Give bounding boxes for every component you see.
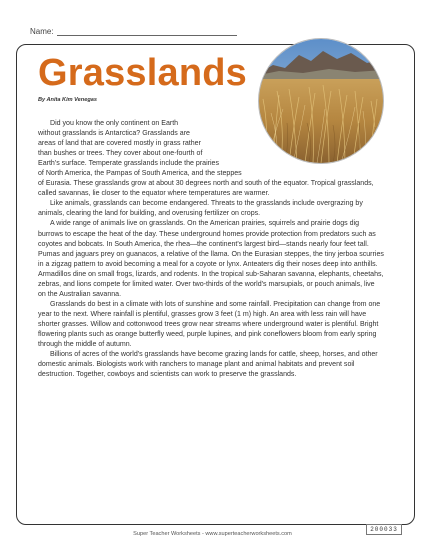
paragraph: Billions of acres of the world's grasslands have become grazing lands for cattle, sheep, horses, and other domestic animals. Biologists work with ranchers to manage plant and animal habitats and prevent soil destruction. Together, cowboys and scientists can work to preserve the grasslands. [38, 351, 378, 379]
paragraph: A wide range of animals live on grasslands. On the American prairies, squirrels and prairie dogs dig burrows to escape the heat of the day. These underground homes provide protection from predators such as coyotes and bobcats. In South America, the rhea—the continent's largest bird—stands nearly four feet tall. Pumas and jaguars prey on guanacos, a relative of the llama. On the Eurasian steppes, the tiny jerboa scurries in a zigzag pattern to avoid becoming a meal for a coyote or lynx. Anteaters dig their noses deep into anthills. Armadillos dine on small frogs, lizards, and rodents. In the tropical sub-Saharan savanna, elephants, cheetahs, zebras, and lions compete for limited water. Over two-thirds of the world's marsupials, or pouch animals, live on the Australian savanna. [38, 220, 384, 298]
paragraph: of Eurasia. These grasslands grow at about 30 degrees north and south of the equator. Tropical grasslands, called savannas, lie closer to the equator where temperatures are warmer. [38, 180, 374, 198]
footer-text: Super Teacher Worksheets - www.superteacherworksheets.com [133, 531, 292, 537]
intro-line: of North America, the Pampas of South America, and the steppes [38, 170, 242, 178]
byline: By Anita Kim Venegas [38, 97, 97, 103]
article-body [38, 119, 384, 380]
name-field[interactable] [30, 27, 237, 36]
worksheet-code: 200033 [366, 524, 402, 535]
paragraph: Grasslands do best in a climate with lots of sunshine and some rainfall. Precipitation can change from one year to the next. Where rainfall is plentiful, grasses grow 3 feet (1 m) high. An area with less rain will have shorter grasses. Willow and cottonwood trees grow near streams where underground water is plentiful. Bright flowering plants such as orange butterfly weed, purple lupines, and pink coneflowers bloom from early spring through the middle of autumn. [38, 300, 381, 349]
intro-line: Did you know the only continent on Earth [50, 120, 179, 127]
intro-line: without grasslands is Antarctica? Grasslands are [38, 130, 190, 138]
intro-line: than bushes or trees. They cover about one-fourth of [38, 150, 203, 158]
name-line[interactable] [57, 27, 237, 36]
intro-line: Earth's surface. Temperate grasslands include the prairies [38, 160, 220, 168]
paragraph: Like animals, grasslands can become endangered. Threats to the grasslands include overgrazing by animals, clearing the land for building, and overusing fertilizer on crops. [38, 200, 363, 218]
name-label: Name: [30, 27, 54, 36]
intro-block [38, 119, 258, 179]
intro-line: areas of land that are covered mostly in grass rather [38, 140, 201, 148]
page-title: Grasslands [38, 52, 247, 94]
